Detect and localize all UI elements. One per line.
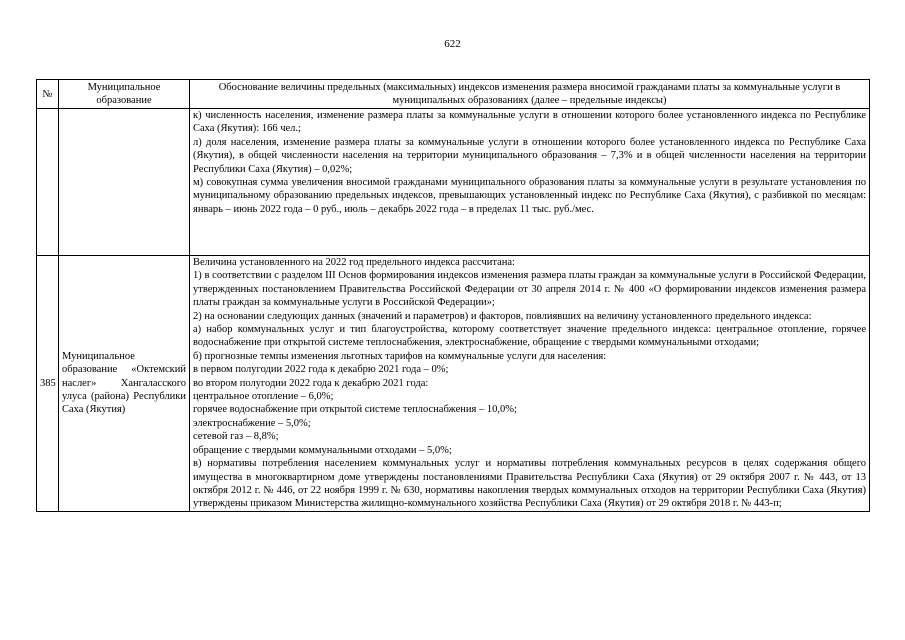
- header-number: №: [37, 80, 59, 109]
- paragraph: сетевой газ – 8,8%;: [193, 431, 279, 443]
- paragraph: центральное отопление – 6,0%;: [193, 391, 334, 403]
- indices-table: [36, 79, 870, 512]
- row-municipality: [59, 109, 190, 256]
- paragraph: обращение с твердыми коммунальными отходами – 5,0%;: [193, 444, 452, 456]
- paragraph: к) численность населения, изменение размера платы за коммунальные услуги в отношении которого более установленного индекса по Республике Саха (Якутия): 166 чел.;: [193, 110, 866, 135]
- paragraph: Величина установленного на 2022 год предельного индекса рассчитана:: [193, 257, 515, 268]
- paragraph: м) совокупная сумма увеличения вносимой гражданами муниципального образования платы за коммунальные услуги в результате установления по муниципальному образованию предельных индексов, превышающих установленный индекс по Республике Саха (Якутия), с разбивкой по месяцам: январь – июнь 2022 года – 0 руб., июль – декабрь 2022 года – в пределах 11 тыс. руб./мес.: [193, 177, 866, 215]
- paragraph: электроснабжение – 5,0%;: [193, 417, 311, 429]
- paragraph: 2) на основании следующих данных (значений и параметров) и факторов, повлиявших на величину установленного предельного индекса:: [193, 310, 812, 322]
- row-justification: [190, 109, 870, 256]
- page-number: 622: [444, 38, 461, 50]
- paragraph: во втором полугодии 2022 года к декабрю 2021 года:: [193, 377, 429, 389]
- row-municipality: Муниципальное образование «Октемский наслег» Хангаласского улуса (района) Республики Саха (Якутия): [59, 256, 190, 512]
- paragraph: л) доля населения, изменение размера платы за коммунальные услуги в отношении которого более установленного индекса по Республике Саха (Якутия), в общей численности населения на территории муниципального образования – 7,3% и в общей численности населения на территории Республики Саха (Якутия) – 0,02%;: [193, 136, 866, 175]
- paragraph: в первом полугодии 2022 года к декабрю 2021 года – 0%;: [193, 364, 449, 376]
- paragraph: в) нормативы потребления населением коммунальных услуг и нормативы потребления коммунальных ресурсов в целях содержания общего имущества в многоквартирном доме утверждены постановлениями Правительства Республики Саха (Якутия) от 29 октября 2007 г. № 443, от 13 октября 2012 г. № 446, от 22 ноября 1999 г. № 630, нормативы накопления твердых коммунальных отходов на территории Республики Саха (Якутия) утверждены приказом Министерства жилищно-коммунального хозяйства Республики Саха (Якутия) от 29 октября 2018 г. № 443-п;: [193, 458, 866, 510]
- table-header-row: [37, 80, 870, 109]
- row-justification: [190, 256, 870, 512]
- paragraph: а) набор коммунальных услуг и тип благоустройства, которому соответствует значение предельного индекса: центральное отопление, горячее водоснабжение при открытой системе теплоснабжения, электроснабжение, обращение с твердыми коммунальными отходами;: [193, 324, 866, 349]
- header-justification: Обоснование величины предельных (максимальных) индексов изменения размера вносимой гражданами платы за коммунальные услуги в муниципальных образованиях (далее – предельные индексы): [190, 80, 870, 109]
- row-number: [37, 109, 59, 256]
- paragraph: горячее водоснабжение при открытой системе теплоснабжения – 10,0%;: [193, 404, 517, 416]
- paragraph: б) прогнозные темпы изменения льготных тарифов на коммунальные услуги для населения:: [193, 350, 607, 362]
- table-row: [37, 256, 870, 512]
- paragraph: 1) в соответствии с разделом III Основ формирования индексов изменения размера платы граждан за коммунальные услуги в Российской Федерации, утвержденных постановлением Правительства Российской Федерации от 30 апреля 2014 г. № 400 «О формировании индексов изменения размера платы граждан за коммунальные услуги в Российской Федерации»;: [193, 270, 866, 309]
- row-number: 385: [37, 256, 59, 512]
- table-row: [37, 109, 870, 256]
- header-municipality: Муниципальное образование: [59, 80, 190, 109]
